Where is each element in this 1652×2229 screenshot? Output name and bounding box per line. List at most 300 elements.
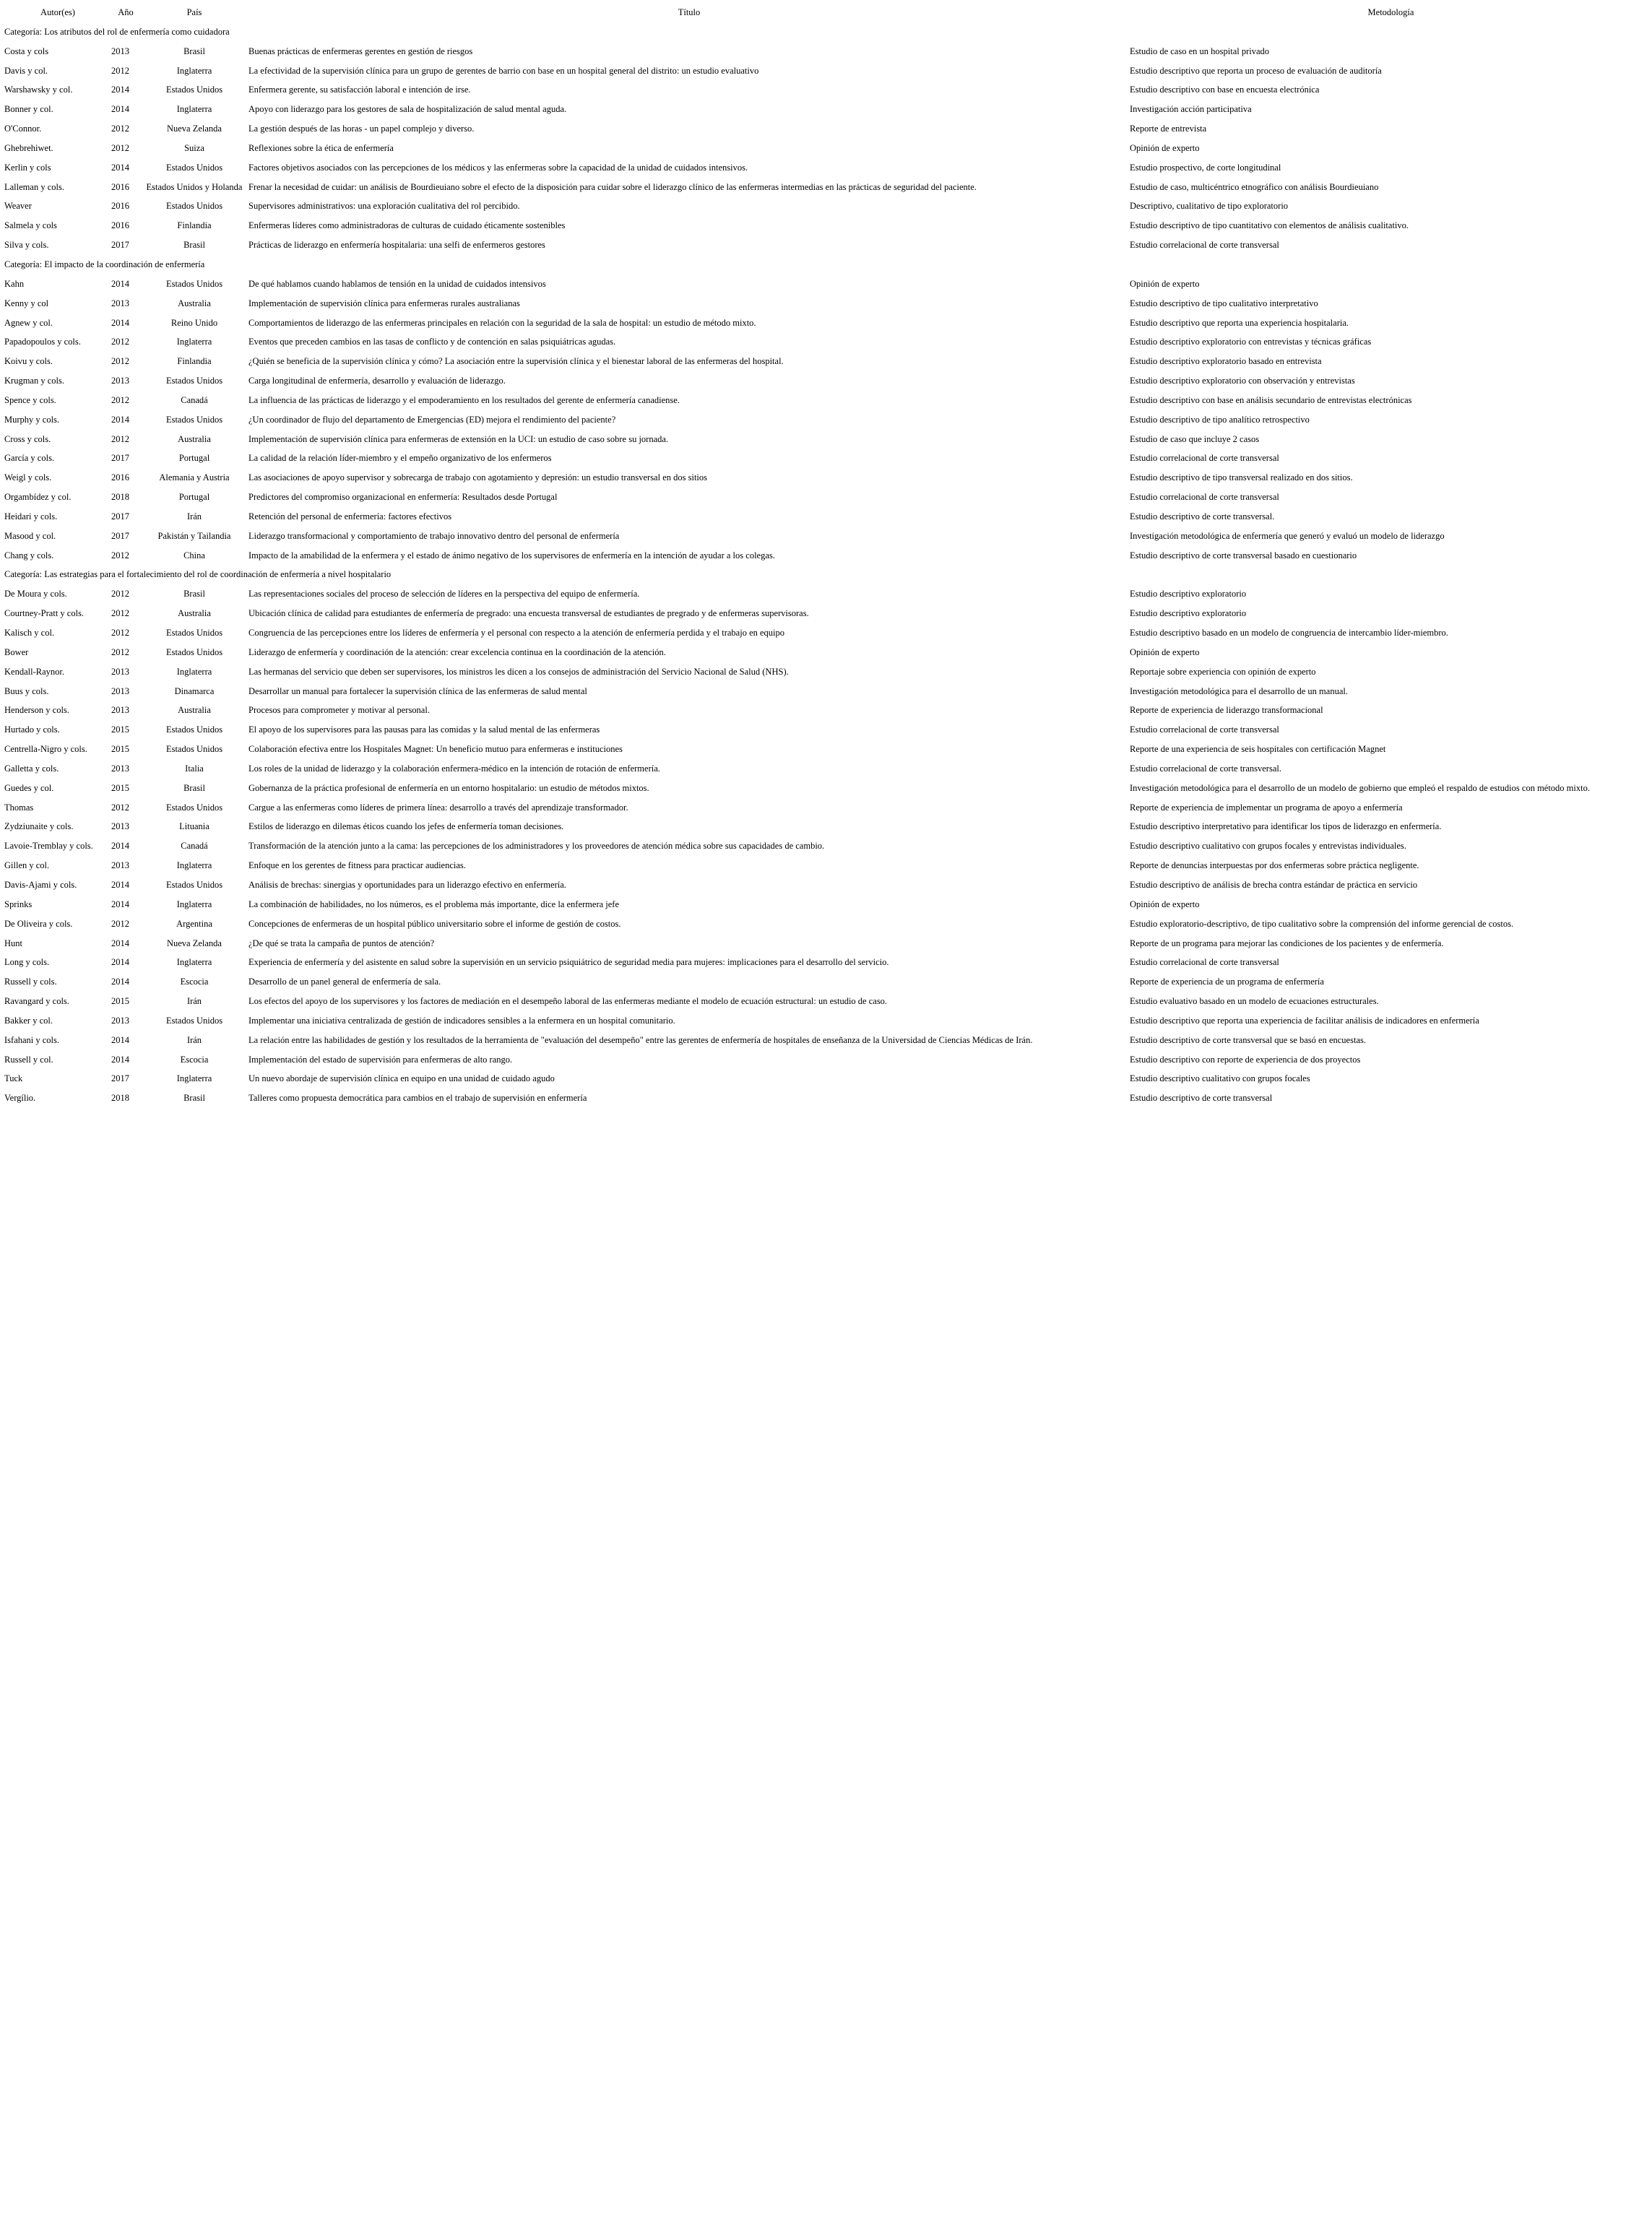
cell-pais: Brasil: [183, 46, 205, 56]
table-row: [4, 953, 1652, 972]
cell-titulo: Los efectos del apoyo de los supervisores y los factores de mediación en el desempeño laboral de las enfermeras mediante el modelo de ecuación estructural: un estudio de caso.: [248, 996, 888, 1007]
cell-autor: Russell y cols.: [4, 977, 57, 987]
cell-metodo: Estudio correlacional de corte transversal: [1130, 724, 1279, 735]
cell-anio: 2013: [111, 685, 129, 696]
cell-pais: Estados Unidos y Holanda: [146, 181, 243, 192]
table-row: [4, 1011, 1652, 1031]
cell-anio: 2014: [111, 414, 129, 425]
cell-autor: Vergílio.: [4, 1093, 36, 1104]
cell-titulo: Frenar la necesidad de cuidar: un análisis de Bourdieuiano sobre el efecto de la disposición para cuidar sobre el liderazgo clínico de las enfermeras intermedias en las prácticas de seguridad del paciente.: [248, 181, 977, 192]
table-row: [4, 701, 1652, 720]
cell-anio: 2015: [111, 724, 129, 735]
table-row: [4, 235, 1652, 255]
cell-titulo: Los roles de la unidad de liderazgo y la colaboración enfermera-médico en la intención de rotación de enfermería.: [248, 763, 660, 774]
cell-metodo: Estudio descriptivo de corte transversal: [1130, 1093, 1273, 1104]
table-row: [4, 430, 1652, 449]
cell-titulo: Talleres como propuesta democrática para cambios en el trabajo de supervisión en enfermería: [248, 1093, 587, 1104]
cell-titulo: La calidad de la relación líder-miembro y el empeño organizativo de los enfermeros: [248, 453, 552, 464]
table-row: [4, 992, 1652, 1011]
cell-titulo: Enfermeras líderes como administradoras de culturas de cuidado éticamente sostenibles: [248, 220, 566, 231]
category-heading: Categoría: Las estrategias para el fortalecimiento del rol de coordinación de enfermería a nivel hospitalario: [4, 569, 392, 580]
cell-pais: Estados Unidos: [165, 376, 223, 386]
cell-anio: 2013: [111, 821, 129, 832]
cell-anio: 2012: [111, 628, 129, 638]
cell-pais: Escocia: [180, 1054, 209, 1065]
cell-titulo: La influencia de las prácticas de liderazgo y el empoderamiento en los resultados del gerente de enfermería canadiense.: [248, 394, 680, 405]
cell-metodo: Investigación metodológica de enfermería que generó y evaluó un modelo de liderazgo: [1130, 530, 1445, 541]
cell-autor: Isfahani y cols.: [4, 1034, 60, 1045]
cell-metodo: Reporte de denuncias interpuestas por dos enfermeras sobre práctica negligente.: [1130, 860, 1419, 871]
cell-titulo: Experiencia de enfermería y del asistente en salud sobre la supervisión en un servicio psiquiátrico de seguridad media para mujeres: implicaciones para el desarrollo del servicio.: [248, 957, 889, 968]
cell-pais: Inglaterra: [176, 104, 212, 115]
cell-metodo: Estudio correlacional de corte transversal: [1130, 492, 1279, 503]
cell-anio: 2014: [111, 977, 129, 987]
cell-anio: 2015: [111, 782, 129, 793]
cell-anio: 2017: [111, 453, 129, 464]
cell-anio: 2012: [111, 589, 129, 600]
cell-pais: Reino Unido: [170, 317, 218, 328]
cell-anio: 2012: [111, 65, 129, 76]
cell-pais: Australia: [178, 298, 211, 308]
cell-anio: 2014: [111, 957, 129, 968]
cell-autor: Chang y cols.: [4, 550, 54, 561]
table-row: [4, 332, 1652, 352]
cell-metodo: Estudio descriptivo de tipo cualitativo interpretativo: [1130, 298, 1318, 308]
cell-autor: Cross y cols.: [4, 433, 51, 444]
cell-autor: Tuck: [4, 1073, 23, 1084]
cell-metodo: Estudio descriptivo que reporta una experiencia hospitalaria.: [1130, 317, 1349, 328]
cell-autor: Spence y cols.: [4, 394, 56, 405]
cell-titulo: El apoyo de los supervisores para las pausas para las comidas y la salud mental de las enfermeras: [248, 724, 600, 735]
cell-anio: 2013: [111, 1015, 129, 1026]
table-row: [4, 914, 1652, 934]
cell-autor: Ghebrehiwet.: [4, 142, 53, 153]
cell-pais: Australia: [178, 705, 211, 716]
table-row: [4, 42, 1652, 61]
cell-metodo: Estudio descriptivo de tipo cuantitativo con elementos de análisis cualitativo.: [1130, 220, 1409, 231]
cell-pais: Inglaterra: [176, 1073, 212, 1084]
cell-autor: Gillen y col.: [4, 860, 50, 871]
cell-titulo: Enfermera gerente, su satisfacción laboral e intención de irse.: [248, 85, 471, 95]
cell-anio: 2014: [111, 162, 129, 173]
cell-pais: Portugal: [178, 453, 210, 464]
table-row: [4, 216, 1652, 235]
cell-metodo: Estudio descriptivo basado en un modelo de congruencia de intercambio líder-miembro.: [1130, 628, 1448, 638]
header-row: [4, 3, 1652, 22]
cell-metodo: Reporte de experiencia de un programa de enfermería: [1130, 977, 1324, 987]
table-row: [4, 817, 1652, 836]
cell-anio: 2014: [111, 104, 129, 115]
cell-anio: 2013: [111, 705, 129, 716]
cell-anio: 2014: [111, 899, 129, 909]
cell-metodo: Estudio evaluativo basado en un modelo de ecuaciones estructurales.: [1130, 996, 1379, 1007]
table-row: [4, 313, 1652, 333]
table-row: [4, 178, 1652, 197]
cell-titulo: Liderazgo transformacional y comportamiento de trabajo innovativo dentro del personal de enfermería: [248, 530, 620, 541]
cell-titulo: Un nuevo abordaje de supervisión clínica en equipo en una unidad de cuidado agudo: [248, 1073, 555, 1084]
cell-pais: Brasil: [183, 782, 205, 793]
cell-titulo: Congruencia de las percepciones entre los líderes de enfermería y el personal con respecto a la atención de enfermería perdida y el trabajo en equipo: [248, 628, 785, 638]
cell-metodo: Estudio descriptivo de corte transversal basado en cuestionario: [1130, 550, 1357, 561]
cell-anio: 2012: [111, 646, 129, 657]
cell-metodo: Opinión de experto: [1130, 899, 1200, 909]
cell-titulo: Predictores del compromiso organizacional en enfermería: Resultados desde Portugal: [248, 492, 558, 503]
cell-titulo: ¿De qué se trata la campaña de puntos de atención?: [248, 938, 435, 948]
cell-anio: 2014: [111, 938, 129, 948]
table-row: [4, 779, 1652, 798]
cell-titulo: Las hermanas del servicio que deben ser supervisores, los ministros les dicen a los consejos de administración del Servicio Nacional de Salud (NHS).: [248, 666, 789, 677]
cell-metodo: Estudio descriptivo exploratorio con observación y entrevistas: [1130, 376, 1355, 386]
cell-titulo: Enfoque en los gerentes de fitness para practicar audiencias.: [248, 860, 466, 871]
table-row: [4, 584, 1652, 604]
cell-metodo: Reporte de experiencia de implementar un programa de apoyo a enfermería: [1130, 802, 1403, 813]
cell-autor: Courtney-Pratt y cols.: [4, 608, 85, 619]
cell-titulo: Liderazgo de enfermería y coordinación de la atención: crear excelencia continua en la coordinación de la atención.: [248, 646, 666, 657]
cell-autor: Galletta y cols.: [4, 763, 59, 774]
cell-pais: Lituania: [179, 821, 209, 832]
cell-autor: Kenny y col: [4, 298, 49, 308]
table-row: [4, 604, 1652, 623]
cell-pais: Estados Unidos: [165, 162, 223, 173]
cell-metodo: Estudio descriptivo con base en encuesta electrónica: [1130, 85, 1320, 95]
cell-pais: Suiza: [184, 142, 204, 153]
cell-metodo: Estudio descriptivo con base en análisis secundario de entrevistas electrónicas: [1130, 394, 1412, 405]
cell-anio: 2013: [111, 46, 129, 56]
cell-autor: Bower: [4, 646, 29, 657]
cell-titulo: Factores objetivos asociados con las percepciones de los médicos y las enfermeras sobre la capacidad de la unidad de cuidados intensivos.: [248, 162, 748, 173]
cell-metodo: Estudio descriptivo cualitativo con grupos focales y entrevistas individuales.: [1130, 841, 1406, 852]
table-row: [4, 740, 1652, 759]
cell-pais: Estados Unidos: [165, 85, 223, 95]
table-row: [4, 875, 1652, 895]
table-row: [4, 972, 1652, 992]
cell-metodo: Estudio correlacional de corte transversal: [1130, 453, 1279, 464]
table-row: [4, 895, 1652, 914]
cell-metodo: Estudio descriptivo de corte transversal.: [1130, 511, 1275, 521]
cell-pais: Estados Unidos: [165, 879, 223, 890]
cell-metodo: Opinión de experto: [1130, 278, 1200, 289]
cell-anio: 2016: [111, 472, 129, 483]
cell-titulo: La relación entre las habilidades de gestión y los resultados de la herramienta de "evaluación del desempeño" entre las gerentes de enfermería de hospitales de enseñanza de la Universidad de Ciencias Médicas de Irán.: [248, 1034, 1033, 1045]
header-anio: Año: [118, 7, 134, 17]
cell-pais: Alemania y Austria: [159, 472, 230, 483]
cell-titulo: Las asociaciones de apoyo supervisor y sobrecarga de trabajo con agotamiento y depresión: un estudio transversal en dos sitios: [248, 472, 708, 483]
cell-metodo: Reporte de una experiencia de seis hospitales con certificación Magnet: [1130, 744, 1386, 755]
cell-titulo: Implementación de supervisión clínica para enfermeras de extensión en la UCI: un estudio de caso sobre su jornada.: [248, 433, 669, 444]
cell-autor: Ravangard y cols.: [4, 996, 69, 1007]
category-heading: Categoría: El impacto de la coordinación de enfermería: [4, 259, 205, 269]
table-row: [4, 100, 1652, 119]
cell-autor: Hurtado y cols.: [4, 724, 60, 735]
cell-autor: Masood y col.: [4, 530, 56, 541]
cell-autor: Murphy y cols.: [4, 414, 60, 425]
cell-pais: Australia: [178, 433, 211, 444]
table-row: [4, 410, 1652, 430]
table-row: [4, 798, 1652, 818]
cell-pais: Finlandia: [177, 356, 212, 367]
cell-metodo: Investigación acción participativa: [1130, 104, 1252, 115]
header-titulo: Título: [678, 7, 701, 17]
cell-titulo: Colaboración efectiva entre los Hospitales Magnet: Un beneficio mutuo para enfermeras e instituciones: [248, 744, 623, 755]
cell-autor: Thomas: [4, 802, 34, 813]
cell-anio: 2013: [111, 298, 129, 308]
cell-titulo: Reflexiones sobre la ética de enfermería: [248, 142, 394, 153]
cell-autor: Salmela y cols: [4, 220, 57, 231]
cell-pais: Estados Unidos: [165, 628, 223, 638]
cell-metodo: Estudio de caso que incluye 2 casos: [1130, 433, 1260, 444]
cell-pais: Irán: [186, 1034, 202, 1045]
cell-titulo: Estilos de liderazgo en dilemas éticos cuando los jefes de enfermería toman decisiones.: [248, 821, 564, 832]
cell-metodo: Reporte de experiencia de liderazgo transformacional: [1130, 705, 1323, 716]
cell-titulo: Supervisores administrativos: una exploración cualitativa del rol percibido.: [248, 201, 520, 212]
cell-pais: Finlandia: [177, 220, 212, 231]
table-row: [4, 274, 1652, 294]
cell-pais: Inglaterra: [176, 957, 212, 968]
cell-anio: 2017: [111, 530, 129, 541]
cell-autor: Weaver: [4, 201, 32, 212]
cell-metodo: Estudio correlacional de corte transversal.: [1130, 763, 1281, 774]
cell-autor: O'Connor.: [4, 124, 42, 134]
table-row: [4, 1031, 1652, 1050]
cell-metodo: Estudio descriptivo exploratorio basado en entrevista: [1130, 356, 1322, 367]
cell-anio: 2018: [111, 1093, 129, 1104]
cell-titulo: Buenas prácticas de enfermeras gerentes en gestión de riesgos: [248, 46, 473, 56]
table-row: [4, 139, 1652, 158]
cell-metodo: Investigación metodológica para el desarrollo de un modelo de gobierno que empleó el respaldo de estudios con método mixto.: [1130, 782, 1590, 793]
category-row: [4, 22, 1652, 42]
table-row: [4, 662, 1652, 682]
cell-autor: Davis-Ajami y cols.: [4, 879, 77, 890]
cell-anio: 2012: [111, 433, 129, 444]
cell-titulo: Prácticas de liderazgo en enfermería hospitalaria: una selfi de enfermeros gestores: [248, 240, 545, 251]
cell-metodo: Estudio descriptivo de tipo analítico retrospectivo: [1130, 414, 1310, 425]
cell-titulo: Carga longitudinal de enfermería, desarrollo y evaluación de liderazgo.: [248, 376, 506, 386]
table-body: [4, 22, 1652, 1108]
cell-anio: 2013: [111, 763, 129, 774]
cell-pais: Brasil: [183, 240, 205, 251]
cell-autor: Sprinks: [4, 899, 33, 909]
cell-autor: Kendall-Raynor.: [4, 666, 64, 677]
cell-titulo: Eventos que preceden cambios en las tasas de conflicto y de contención en salas psiquiátricas agudas.: [248, 337, 616, 347]
cell-pais: Irán: [186, 511, 202, 521]
cell-autor: Agnew y col.: [4, 317, 53, 328]
table-row: [4, 720, 1652, 740]
cell-pais: Inglaterra: [176, 337, 212, 347]
cell-titulo: Gobernanza de la práctica profesional de enfermería en un entorno hospitalario: un estudio de métodos mixtos.: [248, 782, 649, 793]
cell-pais: China: [183, 550, 205, 561]
cell-titulo: Impacto de la amabilidad de la enfermera y el estado de ánimo negativo de los supervisores de enfermería en la intención de ayudar a los colegas.: [248, 550, 775, 561]
cell-pais: Estados Unidos: [165, 414, 223, 425]
cell-titulo: Concepciones de enfermeras de un hospital público universitario sobre el informe de gestión de costos.: [248, 918, 621, 929]
table-row: [4, 488, 1652, 507]
cell-pais: Brasil: [183, 589, 205, 600]
cell-pais: Inglaterra: [176, 65, 212, 76]
cell-metodo: Reportaje sobre experiencia con opinión de experto: [1130, 666, 1316, 677]
cell-pais: Estados Unidos: [165, 201, 223, 212]
table-row: [4, 468, 1652, 488]
table-row: [4, 158, 1652, 178]
cell-titulo: Desarrollar un manual para fortalecer la supervisión clínica de las enfermeras de salud mental: [248, 685, 587, 696]
cell-autor: Zydziunaite y cols.: [4, 821, 74, 832]
cell-pais: Nueva Zelanda: [166, 938, 222, 948]
cell-titulo: Las representaciones sociales del proceso de selección de líderes en la perspectiva del equipo de enfermería.: [248, 589, 640, 600]
cell-titulo: De qué hablamos cuando hablamos de tensión en la unidad de cuidados intensivos: [248, 278, 546, 289]
header-metodologia: Metodología: [1367, 7, 1414, 17]
cell-pais: Escocia: [180, 977, 209, 987]
cell-pais: Nueva Zelanda: [166, 124, 222, 134]
cell-pais: Brasil: [183, 1093, 205, 1104]
cell-metodo: Estudio descriptivo de tipo transversal realizado en dos sitios.: [1130, 472, 1353, 483]
cell-pais: Irán: [186, 996, 202, 1007]
table-row: [4, 1069, 1652, 1088]
cell-autor: García y cols.: [4, 453, 55, 464]
cell-autor: Costa y cols: [4, 46, 49, 56]
cell-anio: 2014: [111, 278, 129, 289]
cell-anio: 2014: [111, 317, 129, 328]
cell-autor: Krugman y cols.: [4, 376, 64, 386]
table-row: [4, 836, 1652, 856]
cell-pais: Estados Unidos: [165, 1015, 223, 1026]
cell-autor: Bonner y col.: [4, 104, 53, 115]
cell-metodo: Opinión de experto: [1130, 646, 1200, 657]
cell-pais: Italia: [185, 763, 204, 774]
table-row: [4, 352, 1652, 371]
cell-pais: Inglaterra: [176, 666, 212, 677]
cell-pais: Inglaterra: [176, 899, 212, 909]
cell-anio: 2017: [111, 240, 129, 251]
cell-pais: Canadá: [181, 394, 208, 405]
cell-metodo: Estudio descriptivo que reporta un proceso de evaluación de auditoría: [1130, 65, 1382, 76]
cell-autor: De Oliveira y cols.: [4, 918, 73, 929]
cell-pais: Estados Unidos: [165, 802, 223, 813]
cell-anio: 2012: [111, 356, 129, 367]
cell-metodo: Estudio descriptivo de análisis de brecha contra estándar de práctica en servicio: [1130, 879, 1418, 890]
cell-metodo: Estudio correlacional de corte transversal: [1130, 957, 1279, 968]
cell-metodo: Estudio correlacional de corte transversal: [1130, 240, 1279, 251]
cell-anio: 2014: [111, 841, 129, 852]
cell-titulo: ¿Quién se beneficia de la supervisión clínica y cómo? La asociación entre la supervisión clínica y el bienestar laboral de las enfermeras del hospital.: [248, 356, 784, 367]
cell-autor: Weigl y cols.: [4, 472, 52, 483]
table-header: [4, 3, 1652, 22]
cell-titulo: Cargue a las enfermeras como líderes de primera línea: desarrollo a través del aprendizaje transformador.: [248, 802, 628, 813]
table-row: [4, 546, 1652, 566]
cell-titulo: Análisis de brechas: sinergias y oportunidades para un liderazgo efectivo en enfermería.: [248, 879, 566, 890]
cell-pais: Estados Unidos: [165, 278, 223, 289]
header-autores: Autor(es): [40, 7, 75, 17]
cell-autor: Centrella-Nigro y cols.: [4, 744, 87, 755]
cell-titulo: Desarrollo de un panel general de enfermería de sala.: [248, 977, 441, 987]
cell-metodo: Descriptivo, cualitativo de tipo exploratorio: [1130, 201, 1289, 212]
cell-titulo: La efectividad de la supervisión clínica para un grupo de gerentes de barrio con base en un hospital general del distrito: un estudio evaluativo: [248, 65, 759, 76]
cell-autor: Kerlin y cols: [4, 162, 51, 173]
cell-autor: Warshawsky y col.: [4, 85, 73, 95]
table-row: [4, 1050, 1652, 1070]
cell-anio: 2012: [111, 142, 129, 153]
cell-metodo: Estudio de caso en un hospital privado: [1130, 46, 1270, 56]
cell-autor: Papadopoulos y cols.: [4, 337, 81, 347]
cell-metodo: Estudio descriptivo cualitativo con grupos focales: [1130, 1073, 1310, 1084]
cell-anio: 2014: [111, 85, 129, 95]
cell-pais: Estados Unidos: [165, 724, 223, 735]
cell-autor: Buus y cols.: [4, 685, 49, 696]
cell-autor: Lalleman y cols.: [4, 181, 64, 192]
cell-anio: 2013: [111, 666, 129, 677]
cell-metodo: Reporte de entrevista: [1130, 124, 1207, 134]
table-row: [4, 623, 1652, 643]
cell-anio: 2014: [111, 879, 129, 890]
cell-anio: 2012: [111, 550, 129, 561]
cell-metodo: Estudio descriptivo exploratorio con entrevistas y técnicas gráficas: [1130, 337, 1372, 347]
cell-pais: Inglaterra: [176, 860, 212, 871]
cell-autor: Davis y col.: [4, 65, 48, 76]
literature-review-table: [4, 3, 1652, 1108]
cell-metodo: Reporte de un programa para mejorar las condiciones de los pacientes y de enfermería.: [1130, 938, 1444, 948]
cell-anio: 2012: [111, 608, 129, 619]
cell-anio: 2014: [111, 1054, 129, 1065]
cell-metodo: Estudio descriptivo de corte transversal que se basó en encuestas.: [1130, 1034, 1366, 1045]
cell-titulo: Implementación de supervisión clínica para enfermeras rurales australianas: [248, 298, 520, 308]
cell-titulo: Transformación de la atención junto a la cama: las percepciones de los administradores y los proveedores de atención médica sobre sus capacidades de cambio.: [248, 841, 825, 852]
cell-autor: De Moura y cols.: [4, 589, 67, 600]
table-row: [4, 119, 1652, 139]
cell-anio: 2015: [111, 744, 129, 755]
table-row: [4, 643, 1652, 662]
cell-titulo: Comportamientos de liderazgo de las enfermeras principales en relación con la seguridad de la sala de hospital: un estudio de método mixto.: [248, 317, 756, 328]
cell-autor: Long y cols.: [4, 957, 50, 968]
table-row: [4, 682, 1652, 701]
cell-pais: Pakistán y Tailandia: [157, 530, 231, 541]
header-pais: País: [186, 7, 202, 17]
cell-autor: Bakker y col.: [4, 1015, 53, 1026]
table-row: [4, 61, 1652, 81]
cell-anio: 2015: [111, 996, 129, 1007]
table-row: [4, 1088, 1652, 1108]
cell-titulo: La combinación de habilidades, no los números, es el problema más importante, dice la enfermera jefe: [248, 899, 620, 909]
category-row: [4, 255, 1652, 274]
cell-titulo: Procesos para comprometer y motivar al personal.: [248, 705, 430, 716]
cell-metodo: Opinión de experto: [1130, 142, 1200, 153]
cell-pais: Dinamarca: [174, 685, 215, 696]
table-row: [4, 196, 1652, 216]
cell-metodo: Estudio descriptivo exploratorio: [1130, 589, 1247, 600]
cell-pais: Australia: [178, 608, 211, 619]
cell-pais: Estados Unidos: [165, 744, 223, 755]
table-row: [4, 934, 1652, 953]
cell-autor: Koivu y cols.: [4, 356, 53, 367]
cell-metodo: Estudio de caso, multicéntrico etnográfico con análisis Bourdieuiano: [1130, 181, 1379, 192]
cell-titulo: Retención del personal de enfermería: factores efectivos: [248, 511, 452, 521]
table-row: [4, 80, 1652, 100]
table-row: [4, 507, 1652, 527]
table-row: [4, 856, 1652, 875]
table-row: [4, 294, 1652, 313]
cell-metodo: Estudio descriptivo que reporta una experiencia de facilitar análisis de indicadores en enfermería: [1130, 1015, 1479, 1026]
cell-anio: 2014: [111, 1034, 129, 1045]
cell-titulo: Implementación del estado de supervisión para enfermeras de alto rango.: [248, 1054, 513, 1065]
cell-anio: 2012: [111, 802, 129, 813]
cell-autor: Silva y cols.: [4, 240, 49, 251]
category-row: [4, 565, 1652, 584]
table-row: [4, 391, 1652, 410]
cell-anio: 2018: [111, 492, 129, 503]
cell-metodo: Investigación metodológica para el desarrollo de un manual.: [1130, 685, 1348, 696]
cell-metodo: Estudio exploratorio-descriptivo, de tipo cualitativo sobre la comprensión del informe gerencial de costos.: [1130, 918, 1514, 929]
cell-anio: 2012: [111, 394, 129, 405]
cell-autor: Kahn: [4, 278, 25, 289]
cell-titulo: Implementar una iniciativa centralizada de gestión de indicadores sensibles a la enfermera en un hospital comunitario.: [248, 1015, 675, 1026]
cell-autor: Heidari y cols.: [4, 511, 58, 521]
cell-autor: Orgambídez y col.: [4, 492, 72, 503]
